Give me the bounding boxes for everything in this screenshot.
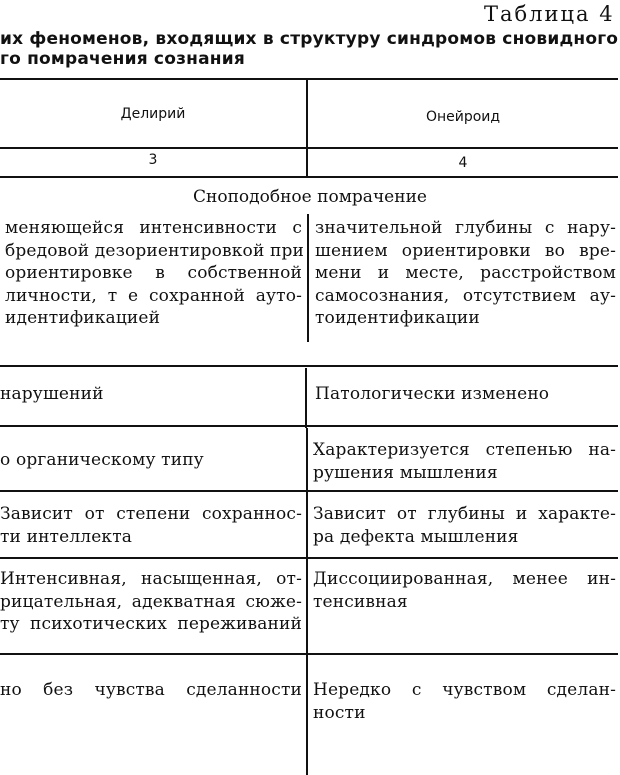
row-2-col3: нарушений bbox=[0, 384, 104, 404]
column-divider-2 bbox=[305, 368, 307, 428]
row-rule-1 bbox=[0, 365, 618, 367]
section-title: Сноподобное помрачение bbox=[193, 187, 427, 207]
row-2-col4: Патологически изменено bbox=[315, 384, 550, 404]
numbers-rule bbox=[0, 176, 618, 178]
column-divider-3 bbox=[306, 428, 308, 775]
row-rule-4 bbox=[0, 557, 618, 559]
row-rule-2 bbox=[0, 425, 618, 427]
col4-number: 4 bbox=[458, 155, 468, 171]
row-5-col4: Диссоциированная, менее ин- тенсивная bbox=[313, 569, 616, 612]
row-5-col3: Интенсивная, насыщенная, от- рицательная, адекватная сюже- ту психотических переживаний bbox=[0, 569, 302, 634]
row-3-col4: Характеризуется степенью на- рушения мышления bbox=[313, 440, 616, 483]
table-top-rule bbox=[0, 78, 618, 80]
row-6-col3: но без чувства сделанности bbox=[0, 680, 302, 700]
row-6-col4: Нередко с чувством сделан- ности bbox=[313, 680, 616, 723]
column-divider-1 bbox=[307, 214, 309, 342]
row-rule-3 bbox=[0, 490, 618, 492]
col3-number: 3 bbox=[148, 152, 158, 168]
row-4-col4: Зависит от глубины и характе- ра дефекта мышления bbox=[313, 504, 616, 547]
row-3-col3: о органическому типу bbox=[0, 450, 204, 470]
title-line-2: го помрачения сознания bbox=[0, 49, 245, 69]
header-rule bbox=[0, 147, 618, 149]
table-label: Таблица 4 bbox=[484, 2, 615, 26]
row-1-col3: меняющейся интенсивности с бредовой дезориентировкой при ориентировке в собственной личности, т е сохранной ауто- идентификацией bbox=[5, 218, 304, 328]
header-col4: Онейроид bbox=[425, 109, 501, 125]
header-col3: Делирий bbox=[120, 106, 186, 122]
row-rule-5 bbox=[0, 653, 618, 655]
row-4-col3: Зависит от степени сохраннос- ти интеллекта bbox=[0, 504, 302, 547]
title-line-1: их феноменов, входящих в структуру синдромов сновидного bbox=[0, 29, 619, 49]
row-1-col4: значительной глубины с нару- шением ориентировки во вре- мени и месте, расстройством самосознания, отсутствием ау- тоидентификации bbox=[315, 218, 616, 328]
